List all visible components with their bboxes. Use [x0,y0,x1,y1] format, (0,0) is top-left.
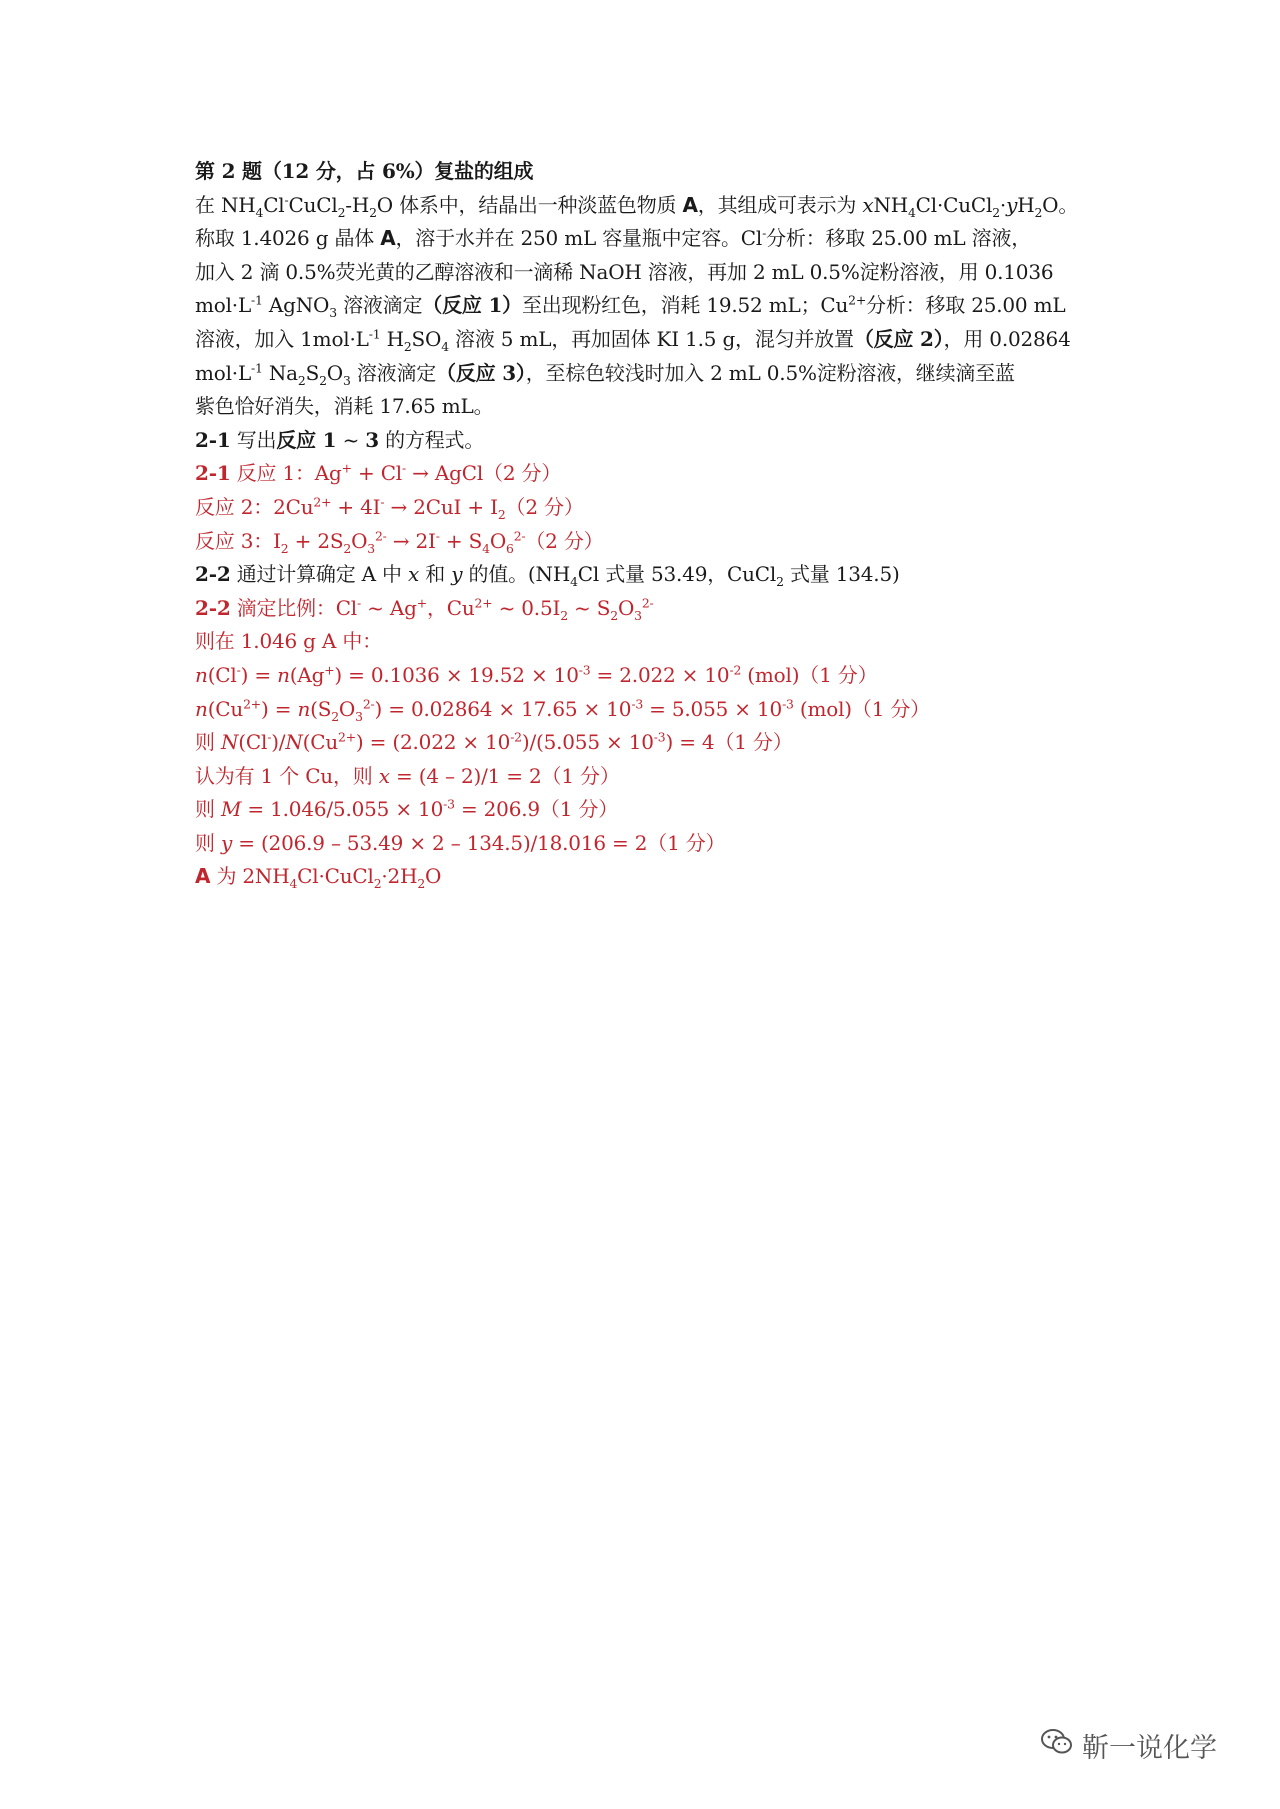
problem-line: $mol\cdot L^{-1}$ $Na_2S_2O_3$ 溶液滴定（反应 3），至棕色较浅时加入 2 mL 0.5%淀粉溶液，继续滴至蓝 [195,359,1015,388]
watermark [1040,1725,1217,1765]
answer-line: 2-1 反应 1：Ag+ + Cl- → AgCl（2 分） [195,460,562,486]
problem-line: 称取 1.4026 g 晶体 A，溶于水并在 250 mL 容量瓶中定容。Cl-分析：移取 25.00 mL 溶液， [195,225,1032,251]
answer-line: $n(Cu^{2+}) = n(S_2O_3^{2-}) = 0.02864 \times 17.65 \times 10^{-3} = 5.055 \times 10^{-3}$ (mol)（1 分） [195,695,930,724]
question-2-2: 2-2 通过计算确定 A 中 x 和 y 的值。($NH_4Cl$ 式量 53.49，CuCl$_2$ 式量 134.5) [195,562,900,590]
document-body [195,155,1125,894]
answer-line: A 为 $2NH_4Cl\cdot CuCl_2\cdot 2H_2O$ [195,864,442,892]
problem-line: $mol\cdot L^{-1}$ AgNO$_3$ 溶液滴定（反应 1）至出现粉红色，消耗 19.52 mL；$Cu^{2+}$分析：移取 25.00 mL [195,292,1066,321]
question-2-1: 2-1 写出反应 1 ~ 3 的方程式。 [195,427,485,452]
answer-line: 则在 1.046 g A 中： [195,629,382,654]
answer-line: 则 $N(Cl^-)/N(Cu^{2+}) = (2.022 \times 10^{-2})/(5.055 \times 10^{-3}) = 4(1$ 分） [195,729,793,755]
answer-line: 2-2 滴定比例：Cl- ~ Ag+，$Cu^{2+}$ ~ $0.5I_2$ ~ $S_2O_3^{2-}$ [195,595,654,623]
answer-2-1 [195,457,1125,558]
answer-2-2 [195,592,1125,894]
problem-title: 第 2 题（12 分，占 6%）复盐的组成 [195,159,534,183]
answer-line: 则 $M = 1.046/5.055 \times 10^{-3} = 206.9(1$ 分） [195,796,618,822]
answer-line: 则 y = (206.9 – 53.49 × 2 – 134.5)/18.016 = 2（1 分） [195,830,726,855]
wechat-icon [1040,1727,1074,1764]
problem-line: 加入 2 滴 0.5%荧光黄的乙醇溶液和一滴稀 NaOH 溶液，再加 2 mL 0.5%淀粉溶液，用 0.1036 [195,259,1054,284]
problem-line: 溶液，加入 $1mol\cdot L^{-1}$ $H_2SO_4$ 溶液 5 mL，再加固体 KI 1.5 g，混匀并放置（反应 2），用 0.02864 [195,326,1071,354]
answer-line: 反应 3：$I_2 + 2S_2O_3^{2-} \to 2I^- + S_4O_6^{2-}(2$ 分） [195,527,604,556]
problem-statement [195,189,1125,424]
answer-line: $n(Cl^-) = n(Ag^+) = 0.1036 \times 19.52 \times 10^{-3} = 2.022 \times 10^{-2}$ (mol)（1 分） [195,662,878,687]
answer-line: 认为有 1 个 Cu，则 x = (4 – 2)/1 = 2（1 分） [195,763,620,788]
problem-line: 紫色恰好消失，消耗 17.65 mL。 [195,394,494,419]
answer-line: 反应 2：$2Cu^{2+} + 4I^- \to 2CuI + I_2(2$ 分） [195,494,584,522]
watermark-text: 靳一说化学 [1082,1732,1217,1764]
problem-line: 在 $NH_4Cl^-CuCl_2-H_2O$ 体系中，结晶出一种淡蓝色物质 A，其组成可表示为 $xNH_4Cl\cdot CuCl_2\cdot yH_2O$。 [195,191,1079,220]
